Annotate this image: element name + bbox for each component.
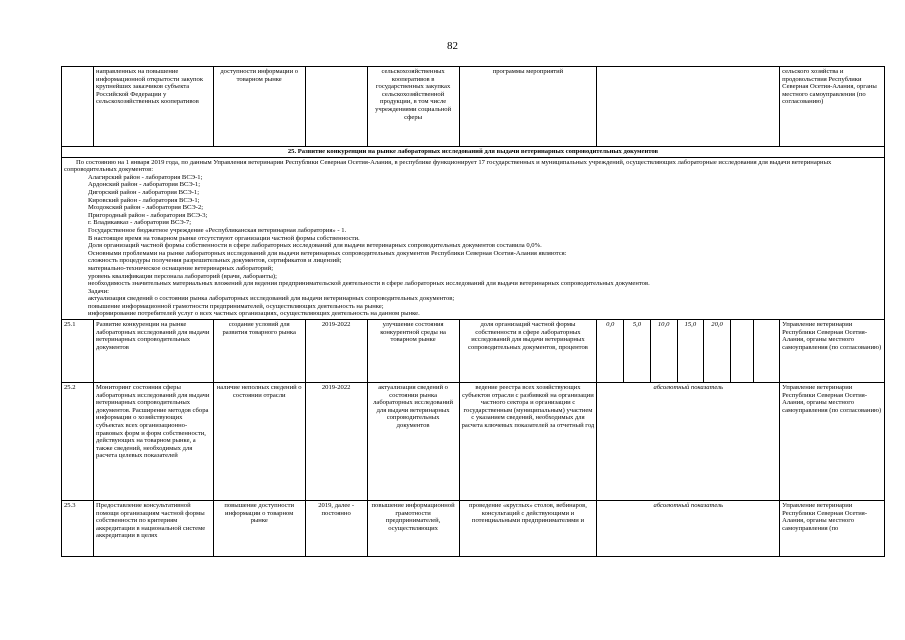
intro-line: сложность процедуры получения разрешительных документов, сертификатов и лицензий; [88,257,342,265]
intro-line: уровень квалификации персонала лабораторий (врачи, лаборанты); [88,272,277,280]
intro-line: Государственное бюджетное учреждение «Республиканская ветеринарная лаборатория» - 1. [88,226,347,234]
row-number: 25.1 [62,320,94,383]
intro-line: Кировский район - лаборатория ВСЭ-1; [88,196,200,204]
result-cell: улучшение состояния конкурентной среды на товарном рынке [367,320,459,383]
period-cell: 2019, далее - постоянно [305,501,367,557]
intro-line: Доля организаций частной формы собственности в сфере лабораторных исследований для выдачи ветеринарных сопроводительных документов составила 0,0%. [88,242,542,250]
event-cell: Предоставление консультативной помощи организациям частной формы собственности по критериям аккредитации в национальной системе аккредитации в целях [94,501,214,557]
row-number: 25.2 [62,383,94,501]
value-2022: 20,0 [704,320,731,383]
intro-line: Алагирский район - лаборатория ВСЭ-1; [88,173,203,181]
empty-cell [730,320,754,383]
responsible-cell: сельского хозяйства и продовольствия Республики Северная Осетия-Алания, органы местного самоуправления (по согласованию) [780,67,885,147]
table-row [62,501,885,557]
period-cell: 2019-2022 [305,320,367,383]
event-cell: Мониторинг состояния сферы лабораторных исследований для выдачи ветеринарных сопроводительных документов. Расширение методов сбора информации о хозяйствующих субъектах всех организационно-правовых форм и форм собственности, действующих на товарном рынке, а также сведений, необходимых для расчета целевых показателей [94,383,214,501]
intro-line: Дигорский район - лаборатория ВСЭ-1; [88,188,200,196]
intro-line: Ардонский район - лаборатория ВСЭ-1; [88,181,201,189]
value-2019: 5,0 [624,320,651,383]
intro-line: Моздокский район - лаборатория ВСЭ-2; [88,204,204,212]
row-number [62,67,94,147]
responsible-cell: Управление ветеринарии Республики Северная Осетия-Алания, органы местного самоуправления (по согласованию) [780,383,885,501]
values-cell [597,67,780,147]
intro-line: г. Владикавказ - лаборатория ВСЭ-7; [88,219,192,227]
intro-line: информирование потребителей услуг о всех частных организациях, осуществляющих деятельность на данном рынке. [88,310,420,318]
indicator-cell: ведение реестра всех хозяйствующих субъектов отрасли с разбивкой на организации частного сектора и организации с государственным (муниципальным) участием с указанием сведений, необходимых для расчета ключевых показателей за отчетный год [459,383,597,501]
problem-cell: доступности информации о товарном рынке [213,67,305,147]
result-cell: сельскохозяйственных кооперативов в государственных закупках сельскохозяйственной продукции, в том числе учреждениями социальной сферы [367,67,459,147]
value-2018: 0,0 [597,320,624,383]
intro-line: материально-техническое оснащение ветеринарных лабораторий; [88,264,274,272]
table-row [62,67,885,147]
responsible-cell: Управление ветеринарии Республики Северная Осетия-Алания, органы местного самоуправления (по [780,501,885,557]
measures-table [61,66,885,557]
intro-line: Задачи: [88,287,109,295]
problem-cell: повышение доступности информации о товарном рынке [213,501,305,557]
indicator-cell: программы мероприятий [459,67,597,147]
empty-cell [754,320,780,383]
result-cell: повышение информационной грамотности предпринимателей, осуществляющих [367,501,459,557]
responsible-cell: Управление ветеринарии Республики Северная Осетия-Алания, органы местного самоуправления (по согласованию) [780,320,885,383]
value-2020: 10,0 [650,320,677,383]
table-row [62,383,885,501]
event-cell: направленных на повышение информационной открытости закупок крупнейших заказчиков субъекта Российской Федерации у сельскохозяйственных кооперативов [94,67,214,147]
section-heading-row [62,147,885,158]
result-cell: актуализация сведений о состоянии рынка лабораторных исследований для выдачи ветеринарных сопроводительных документов [367,383,459,501]
section-intro-row [62,157,885,319]
measure-note: абсолютный показатель [597,501,780,557]
intro-line: Пригородный район - лаборатория ВСЭ-3; [88,211,208,219]
intro-line: актуализация сведений о состоянии рынка лабораторных исследований для выдачи ветеринарных сопроводительных документов; [88,295,455,303]
intro-line: повышение информационной грамотности предпринимателей, осуществляющих деятельность на рынке; [88,302,384,310]
page-number: 82 [447,40,458,52]
intro-line: Основными проблемами на рынке лабораторных исследований для выдачи ветеринарных сопроводительных документов Республики Северная Осетия-Алания являются: [88,249,567,257]
intro-line: необходимость значительных материальных вложений для ведения предпринимательской деятельности в сфере лабораторных исследований для выдачи ветеринарных сопроводительных документов. [88,280,650,288]
row-number: 25.3 [62,501,94,557]
indicator-cell: проведение «круглых» столов, вебинаров, консультаций с действующими и потенциальными предпринимателями и [459,501,597,557]
intro-paragraph: По состоянию на 1 января 2019 года, по данным Управления ветеринарии Республики Северная Осетия-Алания, в республике функционирует 17 государственных и муниципальных учреждений, осуществляющих лабораторные исследования для выдачи ветеринарных сопроводительных документов: [64,158,832,174]
table-row [62,320,885,383]
intro-line: В настоящее время на товарном рынке отсутствуют организации частной формы собственности. [88,234,360,242]
period-cell [305,67,367,147]
problem-cell: создание условий для развития товарного рынка [213,320,305,383]
section-title: 25. Развитие конкуренции на рынке лабораторных исследований для выдачи ветеринарных сопроводительных документов [62,147,885,158]
indicator-cell: доля организаций частной формы собственности в сфере лабораторных исследований для выдачи ветеринарных сопроводительных документов, процентов [459,320,597,383]
measure-note: абсолютный показатель [597,383,780,501]
period-cell: 2019-2022 [305,383,367,501]
event-cell: Развитие конкуренции на рынке лабораторных исследований для выдачи ветеринарных сопроводительных документов [94,320,214,383]
value-2021: 15,0 [677,320,704,383]
section-intro [62,157,885,319]
problem-cell: наличие неполных сведений о состоянии отрасли [213,383,305,501]
